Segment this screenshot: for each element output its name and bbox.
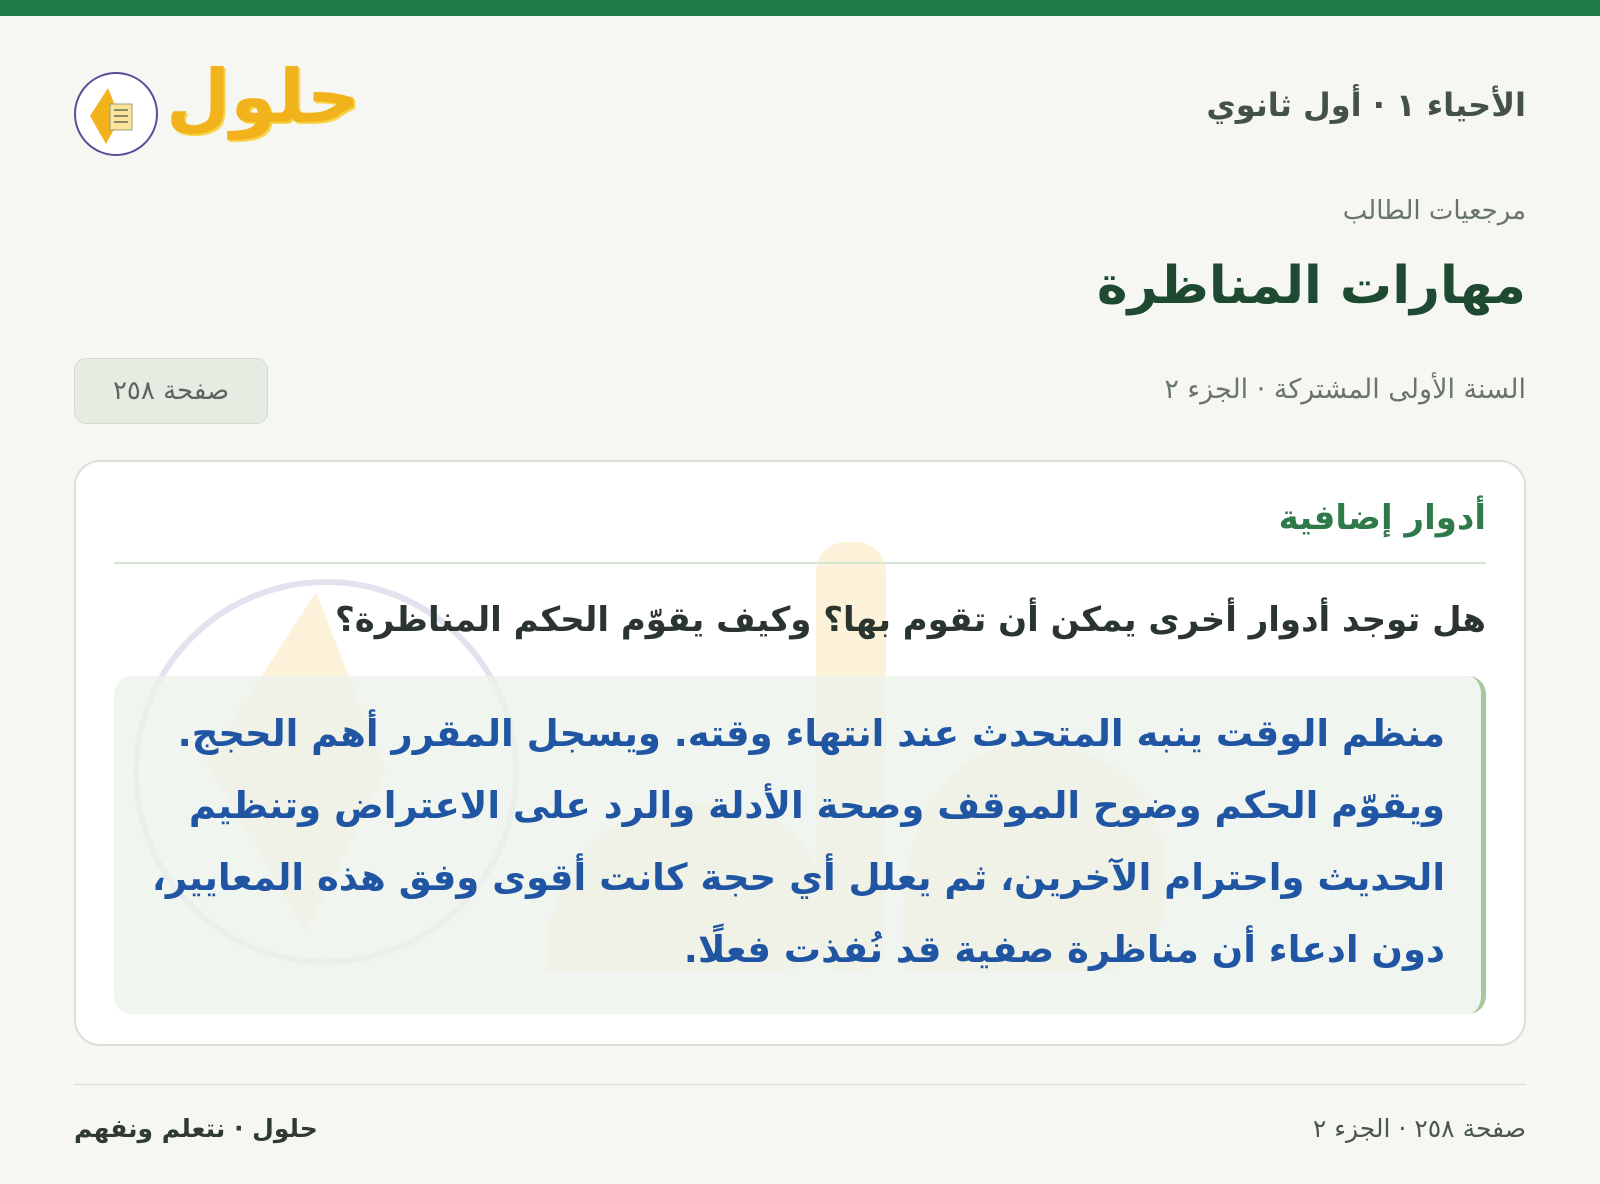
divider [114, 562, 1486, 564]
footer-brand: حلول · نتعلم ونفهم [74, 1114, 318, 1143]
answer-text: منظم الوقت ينبه المتحدث عند انتهاء وقته. ويسجل المقرر أهم الحجج. ويقوّم الحكم وضوح الموقف وصحة الأدلة والرد على الاعتراض وتنظيم الحديث واحترام الآخرين، ثم يعلل أي حجة كانت أقوى وفق هذه المعايير، دون ادعاء أن مناظرة صفية قد نُفذت فعلًا. [151, 712, 1445, 971]
content-card [74, 460, 1526, 1046]
top-accent-bar [0, 0, 1600, 16]
footer-page-info: صفحة ٢٥٨ · الجزء ٢ [1312, 1114, 1526, 1143]
card-heading: أدوار إضافية [1278, 498, 1486, 538]
footer-divider [74, 1084, 1526, 1085]
page-number-badge: صفحة ٢٥٨ [74, 358, 268, 424]
track-meta: السنة الأولى المشتركة · الجزء ٢ [1164, 374, 1526, 405]
logo-wordmark: حلول [166, 54, 361, 140]
page-title: مهارات المناظرة [1096, 256, 1526, 316]
breadcrumb[interactable]: مرجعيات الطالب [1342, 196, 1526, 226]
question-text: هل توجد أدوار أخرى يمكن أن تقوم بها؟ وكيف يقوّم الحكم المناظرة؟ [334, 600, 1486, 640]
logo-seal-icon [74, 72, 158, 156]
course-title: الأحياء ١ · أول ثانوي [1206, 86, 1526, 124]
header [74, 52, 1526, 162]
answer-box [114, 676, 1486, 1014]
brand-logo[interactable] [74, 52, 361, 162]
